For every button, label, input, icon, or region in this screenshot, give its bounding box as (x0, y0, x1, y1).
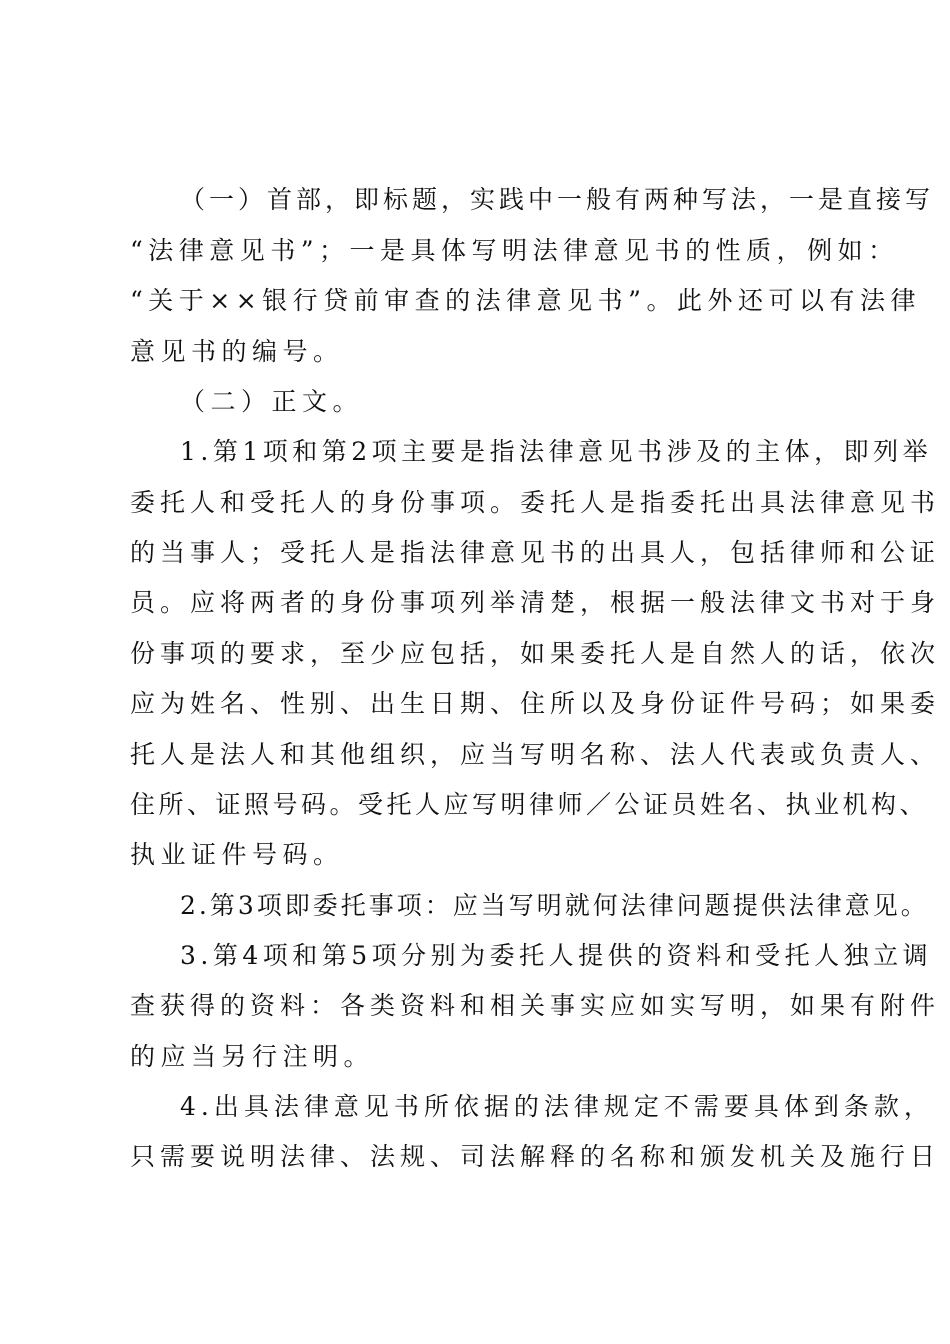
text-line: 委托人和受托人的身份事项。委托人是指委托出具法律意见书 (130, 488, 941, 517)
text-line: “法律意见书”；一是具体写明法律意见书的性质，例如： (130, 236, 899, 265)
text-line: 1.第1项和第2项主要是指法律意见书涉及的主体，即列举 (180, 437, 933, 466)
text-line: 应为姓名、性别、出生日期、住所以及身份证件号码；如果委 (130, 689, 941, 718)
text-line: 的当事人；受托人是指法律意见书的出具人，包括律师和公证 (130, 538, 941, 567)
text-line: 员。应将两者的身份事项列举清楚，根据一般法律文书对于身 (130, 588, 941, 617)
text-line: 查获得的资料：各类资料和相关事实应如实写明，如果有附件 (130, 991, 941, 1020)
text-line: 的应当另行注明。 (130, 1042, 375, 1071)
text-line: 住所、证照号码。受托人应写明律师／公证员姓名、执业机构、 (130, 790, 929, 819)
text-line: 份事项的要求，至少应包括，如果委托人是自然人的话，依次 (130, 639, 941, 668)
text-line: 3.第4项和第5项分别为委托人提供的资料和受托人独立调 (180, 941, 933, 970)
text-line: （二）正文。 (180, 387, 364, 416)
text-line: 执业证件号码。 (130, 840, 344, 869)
text-line: 4.出具法律意见书所依据的法律规定不需要具体到条款， (180, 1092, 934, 1121)
text-line: 托人是法人和其他组织，应当写明名称、法人代表或负责人、 (130, 740, 941, 769)
text-line: 2.第3项即委托事项：应当写明就何法律问题提供法律意见。 (180, 891, 929, 920)
text-line: 意见书的编号。 (130, 337, 344, 366)
text-line: （一）首部，即标题，实践中一般有两种写法，一是直接写 (180, 185, 935, 214)
text-line: “关于××银行贷前审查的法律意见书”。此外还可以有法律 (130, 286, 921, 315)
text-line: 只需要说明法律、法规、司法解释的名称和颁发机关及施行日 (130, 1142, 941, 1171)
